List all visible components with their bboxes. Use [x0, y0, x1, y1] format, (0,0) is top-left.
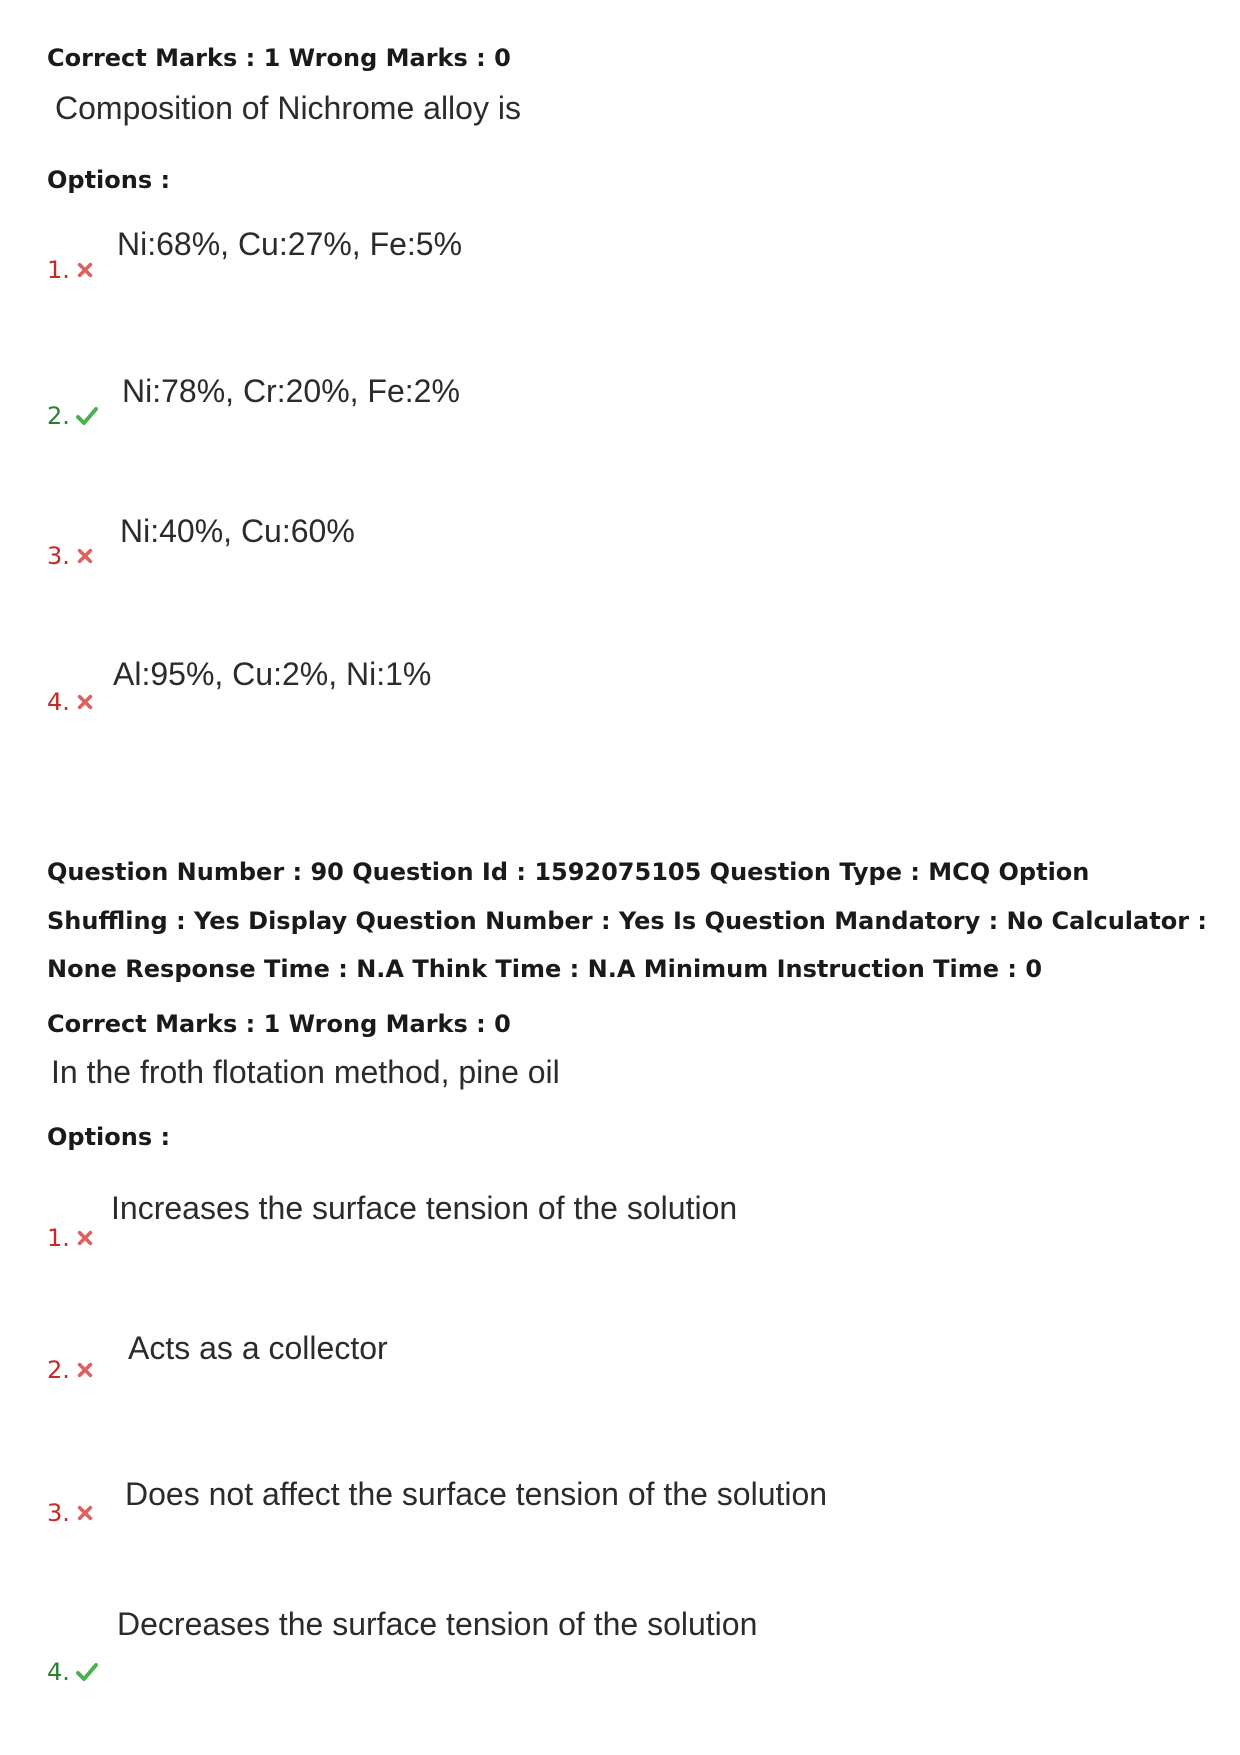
- option-number: 2.: [47, 402, 98, 430]
- option-number: 3.: [47, 542, 94, 570]
- question-meta: Question Number : 90 Question Id : 1592075105 Question Type : MCQ Option Shuffling : Yes Display Question Number : Yes Is Question Mandatory : No Calculator : None Response Time : N.A Think Time : N.A Minimum Instruction Time : 0: [47, 858, 1207, 983]
- option-text: Does not affect the surface tension of the solution: [125, 1476, 828, 1512]
- option-text: Ni:68%, Cu:27%, Fe:5%: [117, 226, 463, 262]
- marks-line: Correct Marks : 1 Wrong Marks : 0: [47, 44, 511, 72]
- cross-icon: [76, 693, 94, 711]
- option-text: Al:95%, Cu:2%, Ni:1%: [113, 656, 432, 692]
- option-number: 4.: [47, 1658, 98, 1686]
- marks-line: Correct Marks : 1 Wrong Marks : 0: [47, 1010, 511, 1038]
- check-icon: [76, 1662, 98, 1682]
- options-label: Options :: [47, 1123, 171, 1151]
- option-number: 2.: [47, 1356, 94, 1384]
- cross-icon: [76, 1229, 94, 1247]
- options-label: Options :: [47, 166, 171, 194]
- option-number: 4.: [47, 688, 94, 716]
- option-number: 3.: [47, 1499, 94, 1527]
- cross-icon: [76, 1504, 94, 1522]
- option-text: Acts as a collector: [128, 1330, 388, 1366]
- option-number: 1.: [47, 1224, 94, 1252]
- option-text: Ni:40%, Cu:60%: [120, 513, 355, 549]
- cross-icon: [76, 547, 94, 565]
- option-text: Increases the surface tension of the solution: [111, 1190, 738, 1226]
- check-icon: [76, 406, 98, 426]
- question-text: Composition of Nichrome alloy is: [55, 90, 521, 126]
- cross-icon: [76, 1361, 94, 1379]
- question-text: In the froth flotation method, pine oil: [51, 1054, 560, 1090]
- option-text: Decreases the surface tension of the solution: [117, 1606, 758, 1642]
- cross-icon: [76, 261, 94, 279]
- option-text: Ni:78%, Cr:20%, Fe:2%: [122, 373, 460, 409]
- option-number: 1.: [47, 256, 94, 284]
